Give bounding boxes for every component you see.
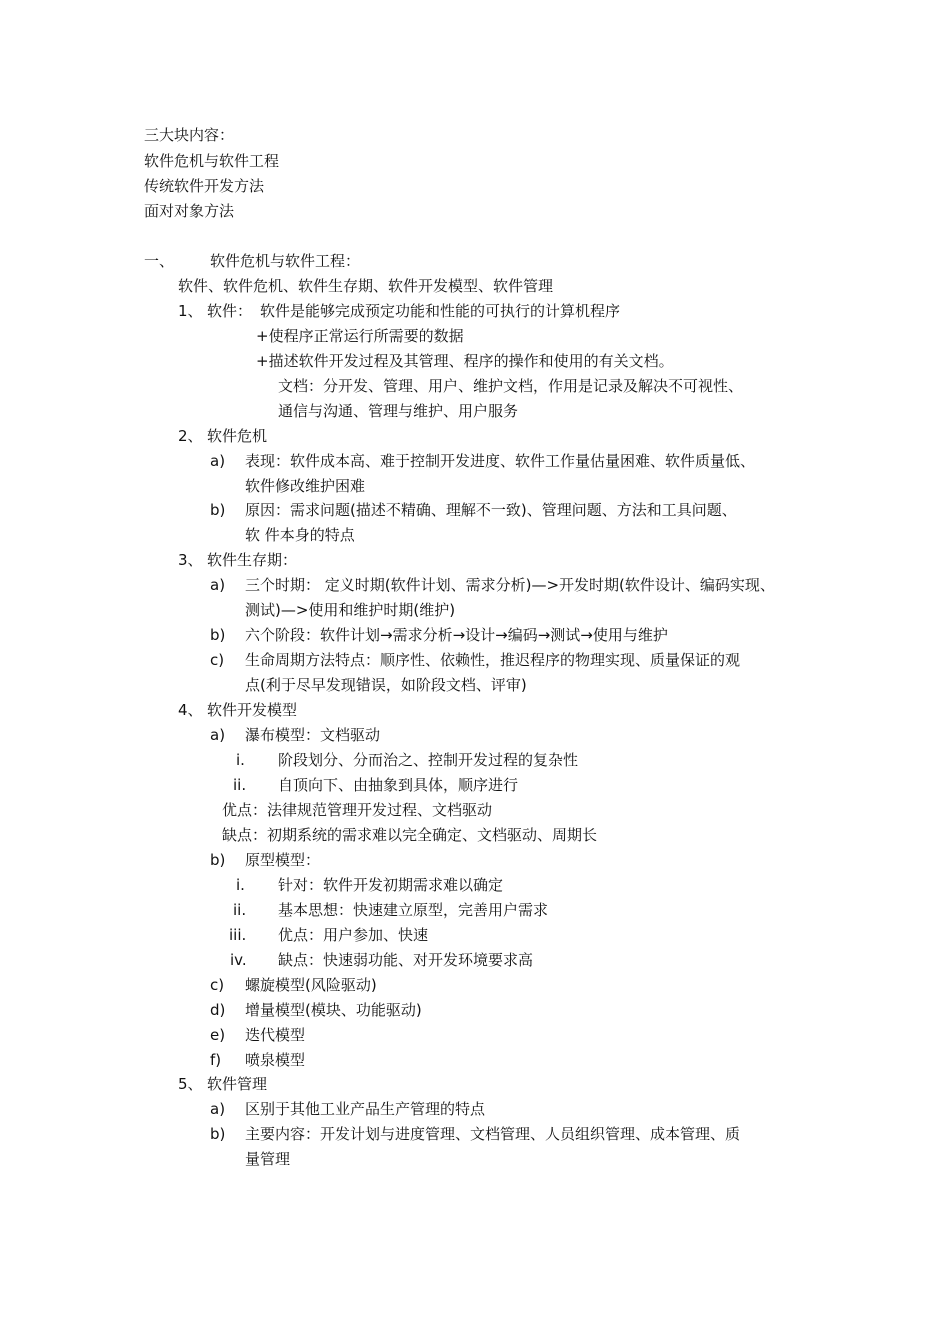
list-item-text: 针对：软件开发初期需求难以确定 xyxy=(278,876,504,894)
list-marker: iv. xyxy=(230,951,247,969)
intro-item: 面对对象方法 xyxy=(144,202,235,220)
list-item-text: 区别于其他工业产品生产管理的特点 xyxy=(245,1100,486,1118)
list-marker: e) xyxy=(210,1026,226,1044)
list-item-text: 主要内容：开发计划与进度管理、文档管理、人员组织管理、成本管理、质 xyxy=(245,1125,741,1143)
list-marker: 2、 xyxy=(178,427,203,445)
list-marker: a) xyxy=(210,452,226,470)
list-item-text: 生命周期方法特点：顺序性、依赖性，推迟程序的物理实现、质量保证的观 xyxy=(245,651,741,669)
list-marker: a) xyxy=(210,576,226,594)
list-marker: d) xyxy=(210,1001,226,1019)
list-item-text: 缺点：初期系统的需求难以完全确定、文档驱动、周期长 xyxy=(222,826,598,844)
list-item-text: 软 件本身的特点 xyxy=(245,526,355,544)
list-item-text: 优点：法律规范管理开发过程、文档驱动 xyxy=(222,801,493,819)
list-marker: iii. xyxy=(229,926,247,944)
list-item-text: 喷泉模型 xyxy=(245,1051,306,1069)
list-item-label: 软件： xyxy=(207,302,253,320)
list-marker: 1、 xyxy=(178,302,203,320)
list-marker: i. xyxy=(236,876,245,894)
list-item-text: 测试)—>使用和维护时期(维护) xyxy=(245,601,456,619)
list-item-title: 软件开发模型 xyxy=(207,701,298,719)
list-item-text: 基本思想：快速建立原型，完善用户需求 xyxy=(278,901,549,919)
list-marker: c) xyxy=(210,651,225,669)
list-marker: a) xyxy=(210,726,226,744)
list-item-text: +使程序正常运行所需要的数据 xyxy=(256,327,464,345)
list-item-text: 阶段划分、分而治之、控制开发过程的复杂性 xyxy=(278,751,579,769)
list-item-text: 缺点：快速弱功能、对开发环境要求高 xyxy=(278,951,534,969)
section-number: 一、 xyxy=(144,252,175,270)
intro-item: 传统软件开发方法 xyxy=(144,177,265,195)
list-marker: b) xyxy=(210,501,226,519)
list-item-text: 迭代模型 xyxy=(245,1026,306,1044)
list-marker: 4、 xyxy=(178,701,203,719)
intro-item: 软件危机与软件工程 xyxy=(144,152,280,170)
list-marker: 3、 xyxy=(178,551,203,569)
list-marker: 5、 xyxy=(178,1075,203,1093)
list-item-text: 自顶向下、由抽象到具体，顺序进行 xyxy=(278,776,519,794)
list-item-text: 原因：需求问题(描述不精确、理解不一致)、管理问题、方法和工具问题、 xyxy=(245,501,737,519)
list-item-text: 软件修改维护困难 xyxy=(245,477,366,495)
list-item-text: 表现：软件成本高、难于控制开发进度、软件工作量估量困难、软件质量低、 xyxy=(245,452,756,470)
list-marker: a) xyxy=(210,1100,226,1118)
list-item-text: 文档：分开发、管理、用户、维护文档，作用是记录及解决不可视性、 xyxy=(278,377,744,395)
list-marker: ii. xyxy=(233,776,247,794)
list-marker: f) xyxy=(210,1051,222,1069)
section-summary: 软件、软件危机、软件生存期、软件开发模型、软件管理 xyxy=(178,277,554,295)
list-item-text: 原型模型： xyxy=(245,851,321,869)
list-item-text: 瀑布模型：文档驱动 xyxy=(245,726,381,744)
list-marker: c) xyxy=(210,976,225,994)
list-item-title: 软件生存期： xyxy=(207,551,298,569)
list-marker: b) xyxy=(210,851,226,869)
list-item-text: 点(利于尽早发现错误，如阶段文档、评审) xyxy=(245,676,527,694)
list-item-title: 软件危机 xyxy=(207,427,268,445)
list-item-text: 软件是能够完成预定功能和性能的可执行的计算机程序 xyxy=(260,302,621,320)
section-title: 软件危机与软件工程： xyxy=(210,252,361,270)
list-item-text: 六个阶段：软件计划→需求分析→设计→编码→测试→使用与维护 xyxy=(245,626,668,644)
list-item-title: 软件管理 xyxy=(207,1075,268,1093)
list-item-text: 螺旋模型(风险驱动) xyxy=(245,976,377,994)
list-item-text: 三个时期： 定义时期(软件计划、需求分析)—>开发时期(软件设计、编码实现、 xyxy=(245,576,775,594)
list-item-text: 量管理 xyxy=(245,1150,291,1168)
list-item-text: 通信与沟通、管理与维护、用户服务 xyxy=(278,402,519,420)
list-item-text: 优点：用户参加、快速 xyxy=(278,926,429,944)
list-item-text: +描述软件开发过程及其管理、程序的操作和使用的有关文档。 xyxy=(256,352,674,370)
intro-heading: 三大块内容： xyxy=(144,126,235,144)
list-marker: i. xyxy=(236,751,245,769)
list-marker: ii. xyxy=(233,901,247,919)
list-item-text: 增量模型(模块、功能驱动) xyxy=(245,1001,422,1019)
list-marker: b) xyxy=(210,626,226,644)
list-marker: b) xyxy=(210,1125,226,1143)
